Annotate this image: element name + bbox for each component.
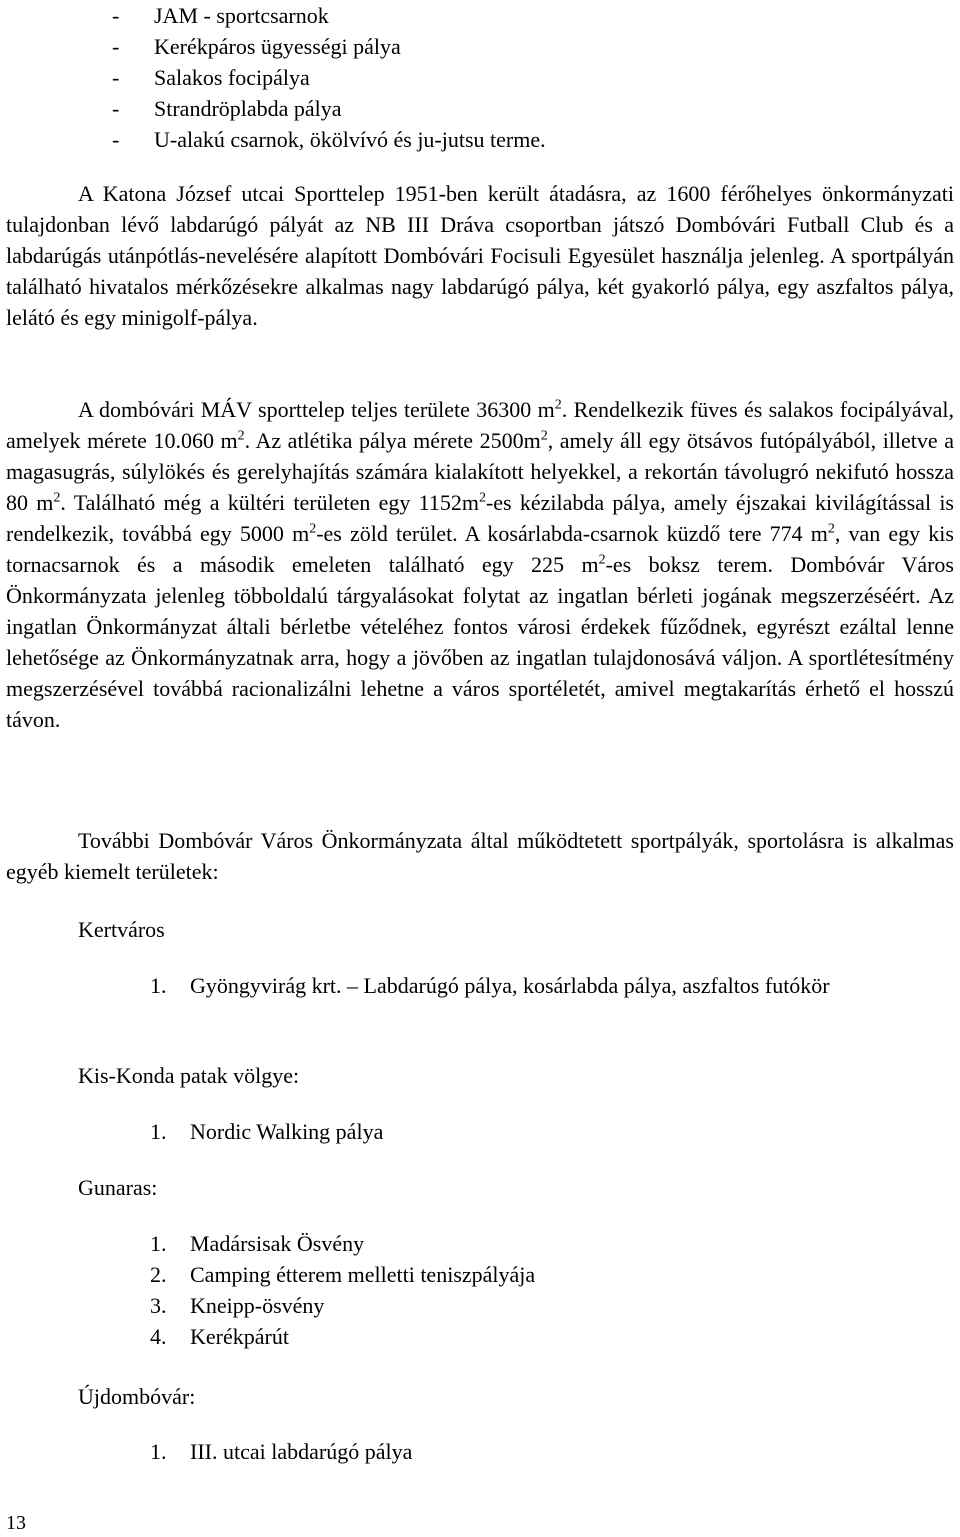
paragraph-katona-sporttelep: A Katona József utcai Sporttelep 1951-ben került átadásra, az 1600 férőhelyes önkormányzati tulajdonban lévő labdarúgó pályát az NB III Dráva csoportban játszó Dombóvári Futball Club és a labdarúgás utánpótlás-nevelésére alapított Dombóvári Focisuli Egyesület használja jelenleg. A sportpályán található hivatalos mérkőzésekre alkalmas nagy labdarúgó pálya, két gyakorló pálya, egy aszfaltos pálya, lelátó és egy minigolf-pálya. xyxy=(6,181,954,330)
list-item: - U-alakú csarnok, ökölvívó és ju-jutsu terme. xyxy=(112,127,546,152)
list-item: - Strandröplabda pálya xyxy=(112,96,342,121)
section-heading-ujdombovar: Újdombóvár: xyxy=(78,1384,196,1409)
list-item: - Salakos focipálya xyxy=(112,65,310,90)
facility-dash-list xyxy=(112,0,546,155)
kis-konda-list xyxy=(150,1116,950,1147)
kertvaros-list xyxy=(150,970,950,1001)
page-number: 13 xyxy=(6,1512,26,1534)
section-heading-kertvaros: Kertváros xyxy=(78,917,165,942)
list-item: 2. Camping étterem melletti teniszpályája xyxy=(150,1262,536,1287)
list-item: - Kerékpáros ügyességi pálya xyxy=(112,34,401,59)
list-item: 1. Madársisak Ösvény xyxy=(150,1231,365,1256)
paragraph-other-sport-fields: További Dombóvár Város Önkormányzata által működtetett sportpályák, sportolásra is alkalmas egyéb kiemelt területek: xyxy=(6,828,954,884)
list-item: 1. Nordic Walking pálya xyxy=(150,1119,384,1144)
list-item: 3. Kneipp-ösvény xyxy=(150,1293,325,1318)
list-item: 4. Kerékpárút xyxy=(150,1324,289,1349)
paragraph-mav-sporttelep: A dombóvári MÁV sporttelep teljes területe 36300 $m^2$. Rendelkezik füves és salakos focipályával, amelyek mérete 10.060 $m^2$. Az atlétika pálya mérete $2500m^2$, amely áll egy ötsávos futópályából, illetve a magasugrás, súlylökés és gerelyhajítás számára kialakított helyekkel, a rekortán távolugró nekifutó hossza 80 $m^2$. Található még a kültéri területen egy $1152m^2-es$ kézilabda pálya, amely éjszakai kivilágítással is rendelkezik, továbbá egy 5000 $m^2-es$ zöld terület. A kosárlabda-csarnok küzdő tere 774 $m^2$, van egy kis tornacsarnok és a második emeleten található egy 225 $m^2-es$ boksz terem. Dombóvár Város Önkormányzata jelenleg többoldalú tárgyalásokat folytat az ingatlan bérleti jogának megszerzéséért. Az ingatlan Önkormányzat általi bérletbe vételéhez fontos városi érdekek fűződnek, egyrészt ezáltal lenne lehetősége az Önkormányzatnak arra, hogy a jövőben az ingatlan tulajdonosává váljon. A sportlétesítmény megszerzésével továbbá racionalizálni lehetne a város sportéletét, amivel megtakarítás érhető el hosszú távon. xyxy=(6,397,955,732)
ujdombovar-list xyxy=(150,1436,950,1467)
section-heading-gunaras: Gunaras: xyxy=(78,1175,158,1200)
list-item: 1. III. utcai labdarúgó pálya xyxy=(150,1439,413,1464)
section-heading-kis-konda: Kis-Konda patak völgye: xyxy=(78,1063,300,1088)
gunaras-list xyxy=(150,1228,950,1352)
list-item: 1. Gyöngyvirág krt. – Labdarúgó pálya, kosárlabda pálya, aszfaltos futókör xyxy=(150,973,830,998)
list-item: - JAM - sportcsarnok xyxy=(112,3,329,28)
